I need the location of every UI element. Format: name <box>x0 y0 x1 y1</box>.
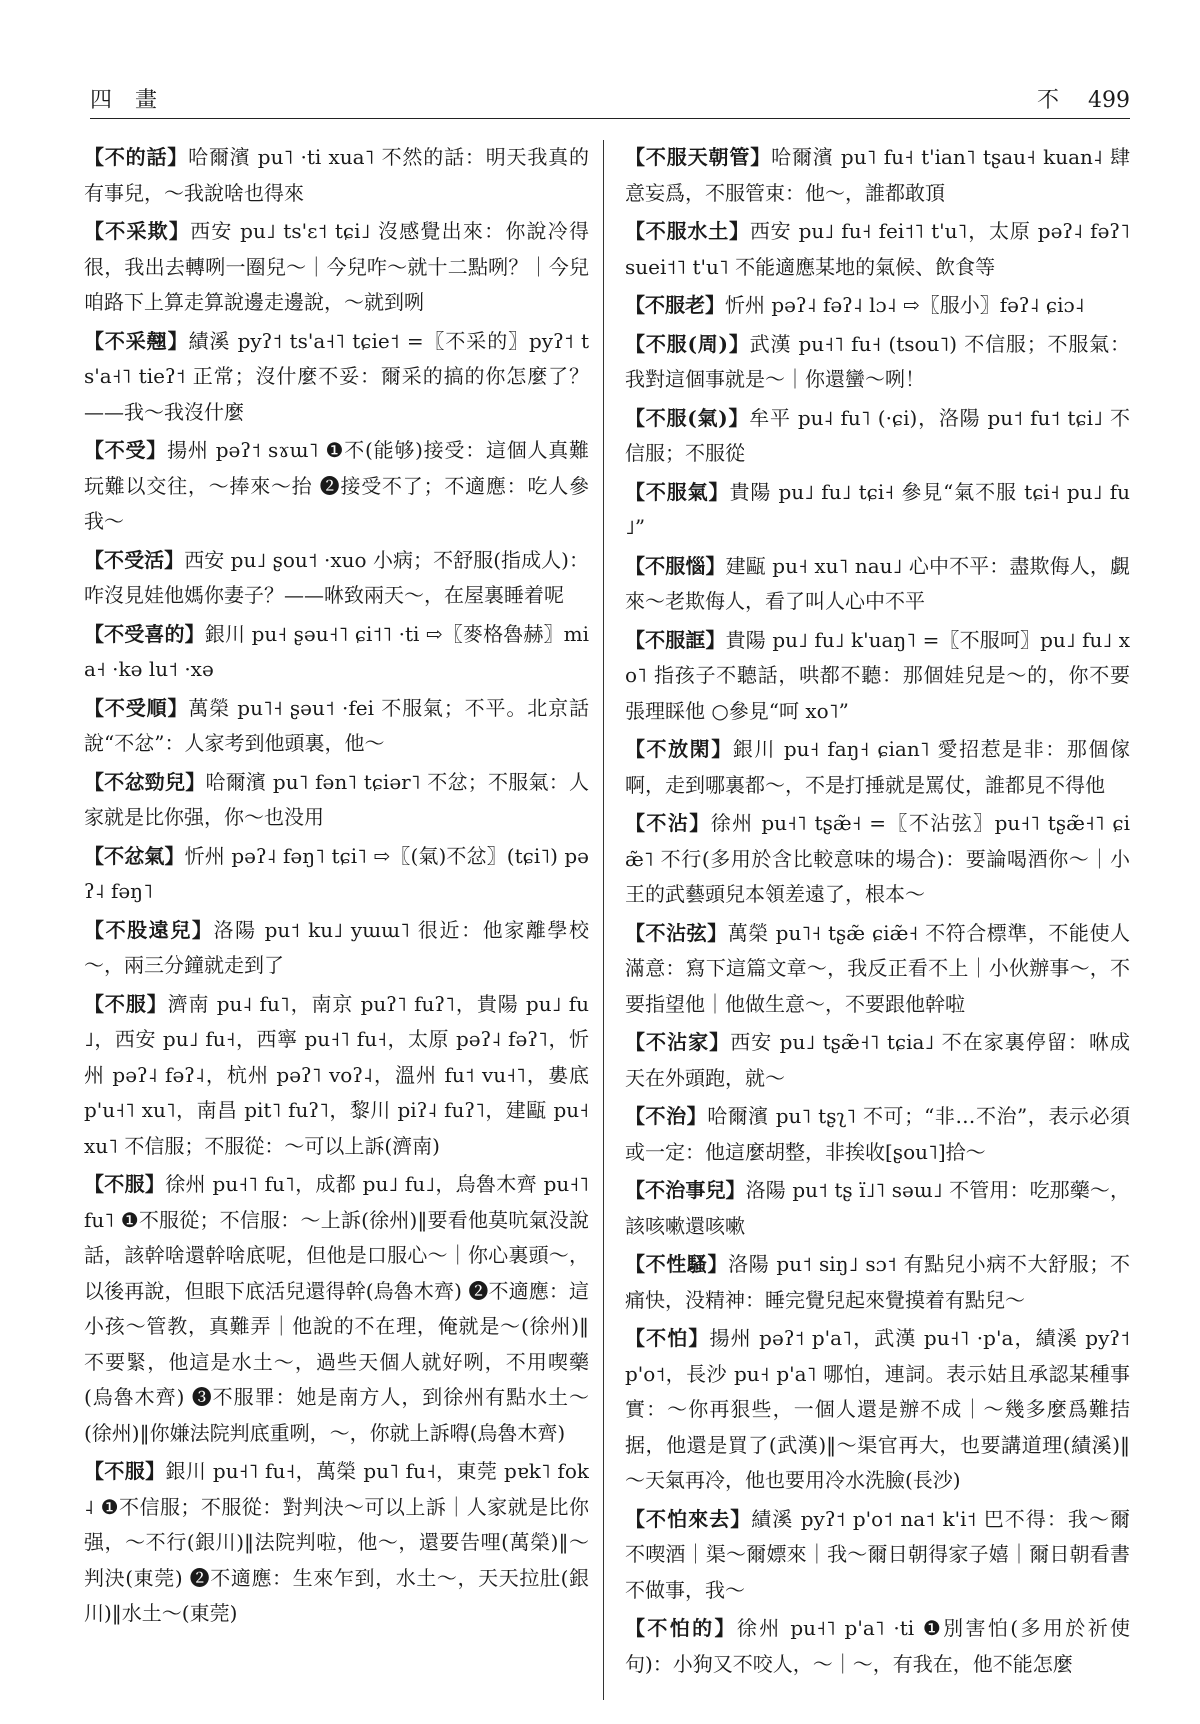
entry-headword: 【不服(氣)】 <box>625 405 750 430</box>
entry-headword: 【不服水土】 <box>625 219 750 243</box>
entry-headword: 【不服惱】 <box>625 553 726 578</box>
dictionary-entry <box>84 543 589 614</box>
entry-headword: 【不受】 <box>84 438 168 462</box>
entry-definition: 徐州 pu˧˥ tʂæ̃˧ =〖不沾弦〗pu˧˥ tʂæ̃˧˥ ɕiæ̃˥ 不行(多用於含比較意味的場合)：要論喝酒你～｜小王的武藝頭兒本領差遠了，根本～ <box>625 811 1130 906</box>
dictionary-entry <box>625 475 1130 546</box>
entry-definition: 徐州 pu˧˥ p'a˥ ·ti ❶別害怕(多用於祈使句)：小狗又不咬人，～｜～，有我在，他不能怎麼 <box>625 1616 1130 1676</box>
right-column <box>625 140 1130 1700</box>
header-right <box>1037 83 1130 114</box>
entry-definition: 建甌 pu˧ xu˥ nau˩ 心中不平：盡欺侮人，覷來～老欺侮人，看了叫人心中不平 <box>625 553 1130 613</box>
entry-headword: 【不服】 <box>84 991 168 1016</box>
entry-definition: 哈爾濱 pu˥ fən˥ tɕiər˥ 不忿；不服氣：人家就是比你强，你～也没用 <box>84 769 589 829</box>
entry-headword: 【不治】 <box>625 1104 708 1128</box>
entry-definition: 銀川 pu˧˥ fu˧，萬榮 pu˥ fu˧，東莞 pɐk˥ fok˨ ❶不信服；不服從：對判決～可以上訴｜人家就是比你强，～不行(銀川)‖法院判啦，他～，還要告哩(萬榮)‖～判決(東莞) ❷不適應：生來乍到，水土～，天天拉肚(銀川)‖水土～(東莞) <box>84 1459 589 1625</box>
dictionary-entry <box>84 617 589 688</box>
column-divider <box>603 140 604 1700</box>
entry-headword: 【不的話】 <box>84 145 189 169</box>
entry-definition: 萬榮 pu˥˧ tʂæ̃ ɕiæ̃˧ 不符合標準，不能使人滿意：寫下這篇文章～，我反正看不上｜小伙辦事～，不要指望他｜他做生意～，不要跟他幹啦 <box>625 920 1130 1016</box>
entry-definition: 哈爾濱 pu˥ tʂʅ˥ 不可；“非…不治”，表示必須或一定：他這麼胡整，非挨收[ʂou˥]拾～ <box>625 1104 1130 1164</box>
entry-headword: 【不沾】 <box>625 811 711 835</box>
dictionary-entry <box>625 1502 1130 1609</box>
entry-headword: 【不受活】 <box>84 547 185 572</box>
entry-headword: 【不性騷】 <box>625 1252 729 1276</box>
entry-definition: 武漢 pu˧˥ fu˧ (tsou˥) 不信服；不服氣：我對這個事就是～｜你還蠻～咧！ <box>625 331 1130 391</box>
header-character: 不 <box>1036 88 1061 113</box>
dictionary-entry <box>84 214 589 321</box>
page-header <box>90 80 1130 119</box>
entry-definition: 萬榮 pu˥˧ ʂəu˦ ·fei 不服氣；不平。北京話說“不忿”：人家考到他頭裏，他～ <box>84 695 589 755</box>
entry-headword: 【不治事兒】 <box>625 1178 746 1202</box>
dictionary-entry <box>625 916 1130 1023</box>
dictionary-entry <box>84 324 589 431</box>
entry-definition: 貴陽 pu˩ fu˩ k'uaŋ˥ =〖不服呵〗pu˩ fu˩ xo˥ 指孩子不聽話，哄都不聽：那個娃兒是～的，你不要張理睬他 ○參見“呵 xo˥” <box>625 627 1130 723</box>
entry-headword: 【不服】 <box>84 1459 166 1483</box>
entry-definition: 西安 pu˩ ts'ɛ˦ tɕi˩ 沒感覺出來：你說冷得很，我出去轉咧一圈兒～｜今兒咋～就十二點咧？｜今兒咱路下上算走算說邊走邊說，～就到咧 <box>84 219 589 314</box>
entry-definition: 貴陽 pu˩ fu˩ tɕi˧ 參見“氣不服 tɕi˧ pu˩ fu˩” <box>625 479 1130 539</box>
entry-definition: 銀川 pu˧ faŋ˧ ɕian˥ 愛招惹是非：那個傢啊，走到哪裏都～，不是打捶就是罵仗，誰都見不得他 <box>625 737 1130 797</box>
entry-headword: 【不服】 <box>84 1172 166 1196</box>
dictionary-entry <box>625 732 1130 803</box>
entry-definition: 牟平 pu˨ fu˥ (·ɕi)，洛陽 pu˦ fu˦ tɕi˩ 不信服；不服從 <box>625 405 1130 465</box>
entry-definition: 績溪 pyʔ˦ ts'a˧˥ tɕie˦ =〖不采的〗pyʔ˦ ts'a˧˥ tieʔ˦ 正常；沒什麼不妥：爾采的搞的你怎麼了？——我～我沒什麼 <box>84 328 589 424</box>
dictionary-entry <box>625 623 1130 730</box>
dictionary-entry <box>84 691 589 762</box>
dictionary-entry <box>625 1173 1130 1244</box>
entry-headword: 【不服誆】 <box>625 627 726 652</box>
dictionary-entry <box>84 140 589 211</box>
entry-headword: 【不服老】 <box>625 293 725 317</box>
dictionary-entry <box>84 1454 589 1632</box>
entry-headword: 【不股遠兒】 <box>84 917 214 942</box>
dictionary-entry <box>625 1321 1130 1499</box>
entry-definition: 哈爾濱 pu˥ ·ti xua˥ 不然的話：明天我真的有事兒，～我說啥也得來 <box>84 145 589 205</box>
dictionary-entry <box>84 765 589 836</box>
dictionary-entry <box>625 140 1130 211</box>
entry-headword: 【不忿勁兒】 <box>84 769 206 794</box>
entry-headword: 【不沾弦】 <box>625 920 728 945</box>
entry-definition: 揚州 pəʔ˦ p'a˥，武漢 pu˧˥ ·p'a，績溪 pyʔ˦ p'o˦，長沙 pu˧ p'a˥ 哪怕，連詞。表示姑且承認某種事實：～你再狠些，一個人還是辦不成｜～幾多麼爲難拮据，他還是買了(武漢)‖～渠官再大，也要講道理(績溪)‖～天氣再冷，他也要用冷水洗臉(長沙) <box>625 1326 1130 1492</box>
entry-definition: 洛陽 pu˦ ku˩ yɯɯ˥ 很近：他家離學校～，兩三分鐘就走到了 <box>84 917 589 977</box>
entry-headword: 【不服天朝管】 <box>625 145 772 169</box>
entry-definition: 哈爾濱 pu˥ fu˧ t'ian˥ tʂau˧ kuan˨ 肆意妄爲，不服管束：他～，誰都敢頂 <box>625 145 1130 205</box>
entry-headword: 【不采翹】 <box>84 328 189 353</box>
entry-headword: 【不怕】 <box>625 1326 710 1350</box>
dictionary-entry <box>84 433 589 540</box>
dictionary-entry <box>625 288 1130 324</box>
left-column <box>84 140 589 1700</box>
dictionary-entry <box>84 913 589 984</box>
dictionary-entry <box>625 806 1130 913</box>
section-title: 四 畫 <box>90 88 165 113</box>
entry-definition: 銀川 pu˧ ʂəu˧˥ ɕi˦˥ ·ti ⇨〖麥格魯赫〗mia˧ ·kə lu˦ ·xə <box>84 621 589 681</box>
dictionary-entry <box>625 214 1130 285</box>
entry-headword: 【不放閑】 <box>625 737 733 761</box>
entry-headword: 【不受順】 <box>84 695 189 720</box>
entry-definition: 忻州 pəʔ˨ fəŋ˥ tɕi˥ ⇨〖(氣)不忿〗(tɕi˥) pəʔ˨ fəŋ˥ <box>84 843 589 903</box>
page-number: 499 <box>1088 88 1130 113</box>
dictionary-entry <box>625 1025 1130 1096</box>
entry-definition: 西安 pu˩ ʂou˦ ·xuo 小病；不舒服(指成人)：咋沒見娃他媽你妻子？——咻致兩天～，在屋裏睡着呢 <box>84 547 589 607</box>
entry-headword: 【不怕來去】 <box>625 1506 752 1531</box>
entry-headword: 【不服氣】 <box>625 479 730 504</box>
entry-definition: 西安 pu˩ tʂæ̃˧˥ tɕia˩ 不在家裏停留：咻成天在外頭跑，就～ <box>625 1030 1130 1090</box>
entry-definition: 揚州 pəʔ˦ sɤɯ˥ ❶不(能够)接受：這個人真難玩難以交往，～捧來～抬 ❷接受不了；不適應：吃人參我～ <box>84 438 589 533</box>
entry-headword: 【不忿氣】 <box>84 843 185 868</box>
entry-headword: 【不受喜的】 <box>84 621 205 646</box>
dictionary-entry <box>625 1611 1130 1682</box>
dictionary-entry <box>625 1099 1130 1170</box>
entry-definition: 洛陽 pu˦ tʂ ï˩˥ səɯ˩ 不管用：吃那藥～，該咳嗽還咳嗽 <box>625 1178 1130 1238</box>
entry-headword: 【不服(周)】 <box>625 331 750 356</box>
entry-definition: 西安 pu˩ fu˧ fei˦˥ t'u˥，太原 pəʔ˨ fəʔ˥ suei˦˥ t'u˥ 不能適應某地的氣候、飲食等 <box>625 219 1130 279</box>
entry-definition: 洛陽 pu˦ siŋ˩ sɔ˦ 有點兒小病不大舒服；不痛快，没精神：睡完覺兒起來覺摸着有點兒～ <box>625 1252 1130 1312</box>
dictionary-entry <box>625 1247 1130 1318</box>
entry-definition: 徐州 pu˧˥ fu˥，成都 pu˩ fu˩，烏魯木齊 pu˧˥ fu˥ ❶不服從；不信服：～上訴(徐州)‖要看他莫吭氣没說話，該幹啥還幹啥底呢，但他是口服心～｜你心裏頭～，以後再說，但眼下底活兒還得幹(烏魯木齊) ❷不適應：這小孩～管教，真難弄｜他說的不在理，俺就是～(徐州)‖不要緊，他這是水土～，過些天個人就好咧，不用喫藥(烏魯木齊) ❸不服罪：她是南方人，到徐州有點水土～(徐州)‖你嫌法院判底重咧，～，你就上訴嘚(烏魯木齊) <box>84 1172 589 1445</box>
entry-headword: 【不怕的】 <box>625 1616 737 1640</box>
dictionary-entry <box>84 987 589 1165</box>
dictionary-entry <box>84 1167 589 1451</box>
dictionary-entry <box>625 327 1130 398</box>
dictionary-entry <box>625 401 1130 472</box>
entry-definition: 忻州 pəʔ˨ fəʔ˨ lɔ˨ ⇨〖服小〗fəʔ˨ ɕiɔ˨ <box>725 293 1085 317</box>
entry-headword: 【不沾家】 <box>625 1030 731 1054</box>
dictionary-entry <box>84 839 589 910</box>
entry-headword: 【不采欺】 <box>84 219 191 243</box>
entry-definition: 濟南 pu˨ fu˥，南京 puʔ˥ fuʔ˥，貴陽 pu˩ fu˩，西安 pu˩ fu˧，西寧 pu˧˥ fu˧，太原 pəʔ˨ fəʔ˥，忻州 pəʔ˨ fəʔ˨，杭州 pəʔ˥ voʔ˨，溫州 fu˦ vu˧˥，婁底 p'u˧˥ xu˥，南昌 pit˥ fuʔ˥，黎川 piʔ˨ fuʔ˥，建甌 pu˧ xu˥ 不信服；不服從：～可以上訴(濟南) <box>84 991 589 1158</box>
dictionary-entry <box>625 549 1130 620</box>
entry-definition: 績溪 pyʔ˦ p'o˦ na˦ k'i˦ 巴不得：我～爾不喫酒｜渠～爾嫖來｜我～爾日朝得家子嬉｜爾日朝看書不做事，我～ <box>625 1506 1130 1602</box>
